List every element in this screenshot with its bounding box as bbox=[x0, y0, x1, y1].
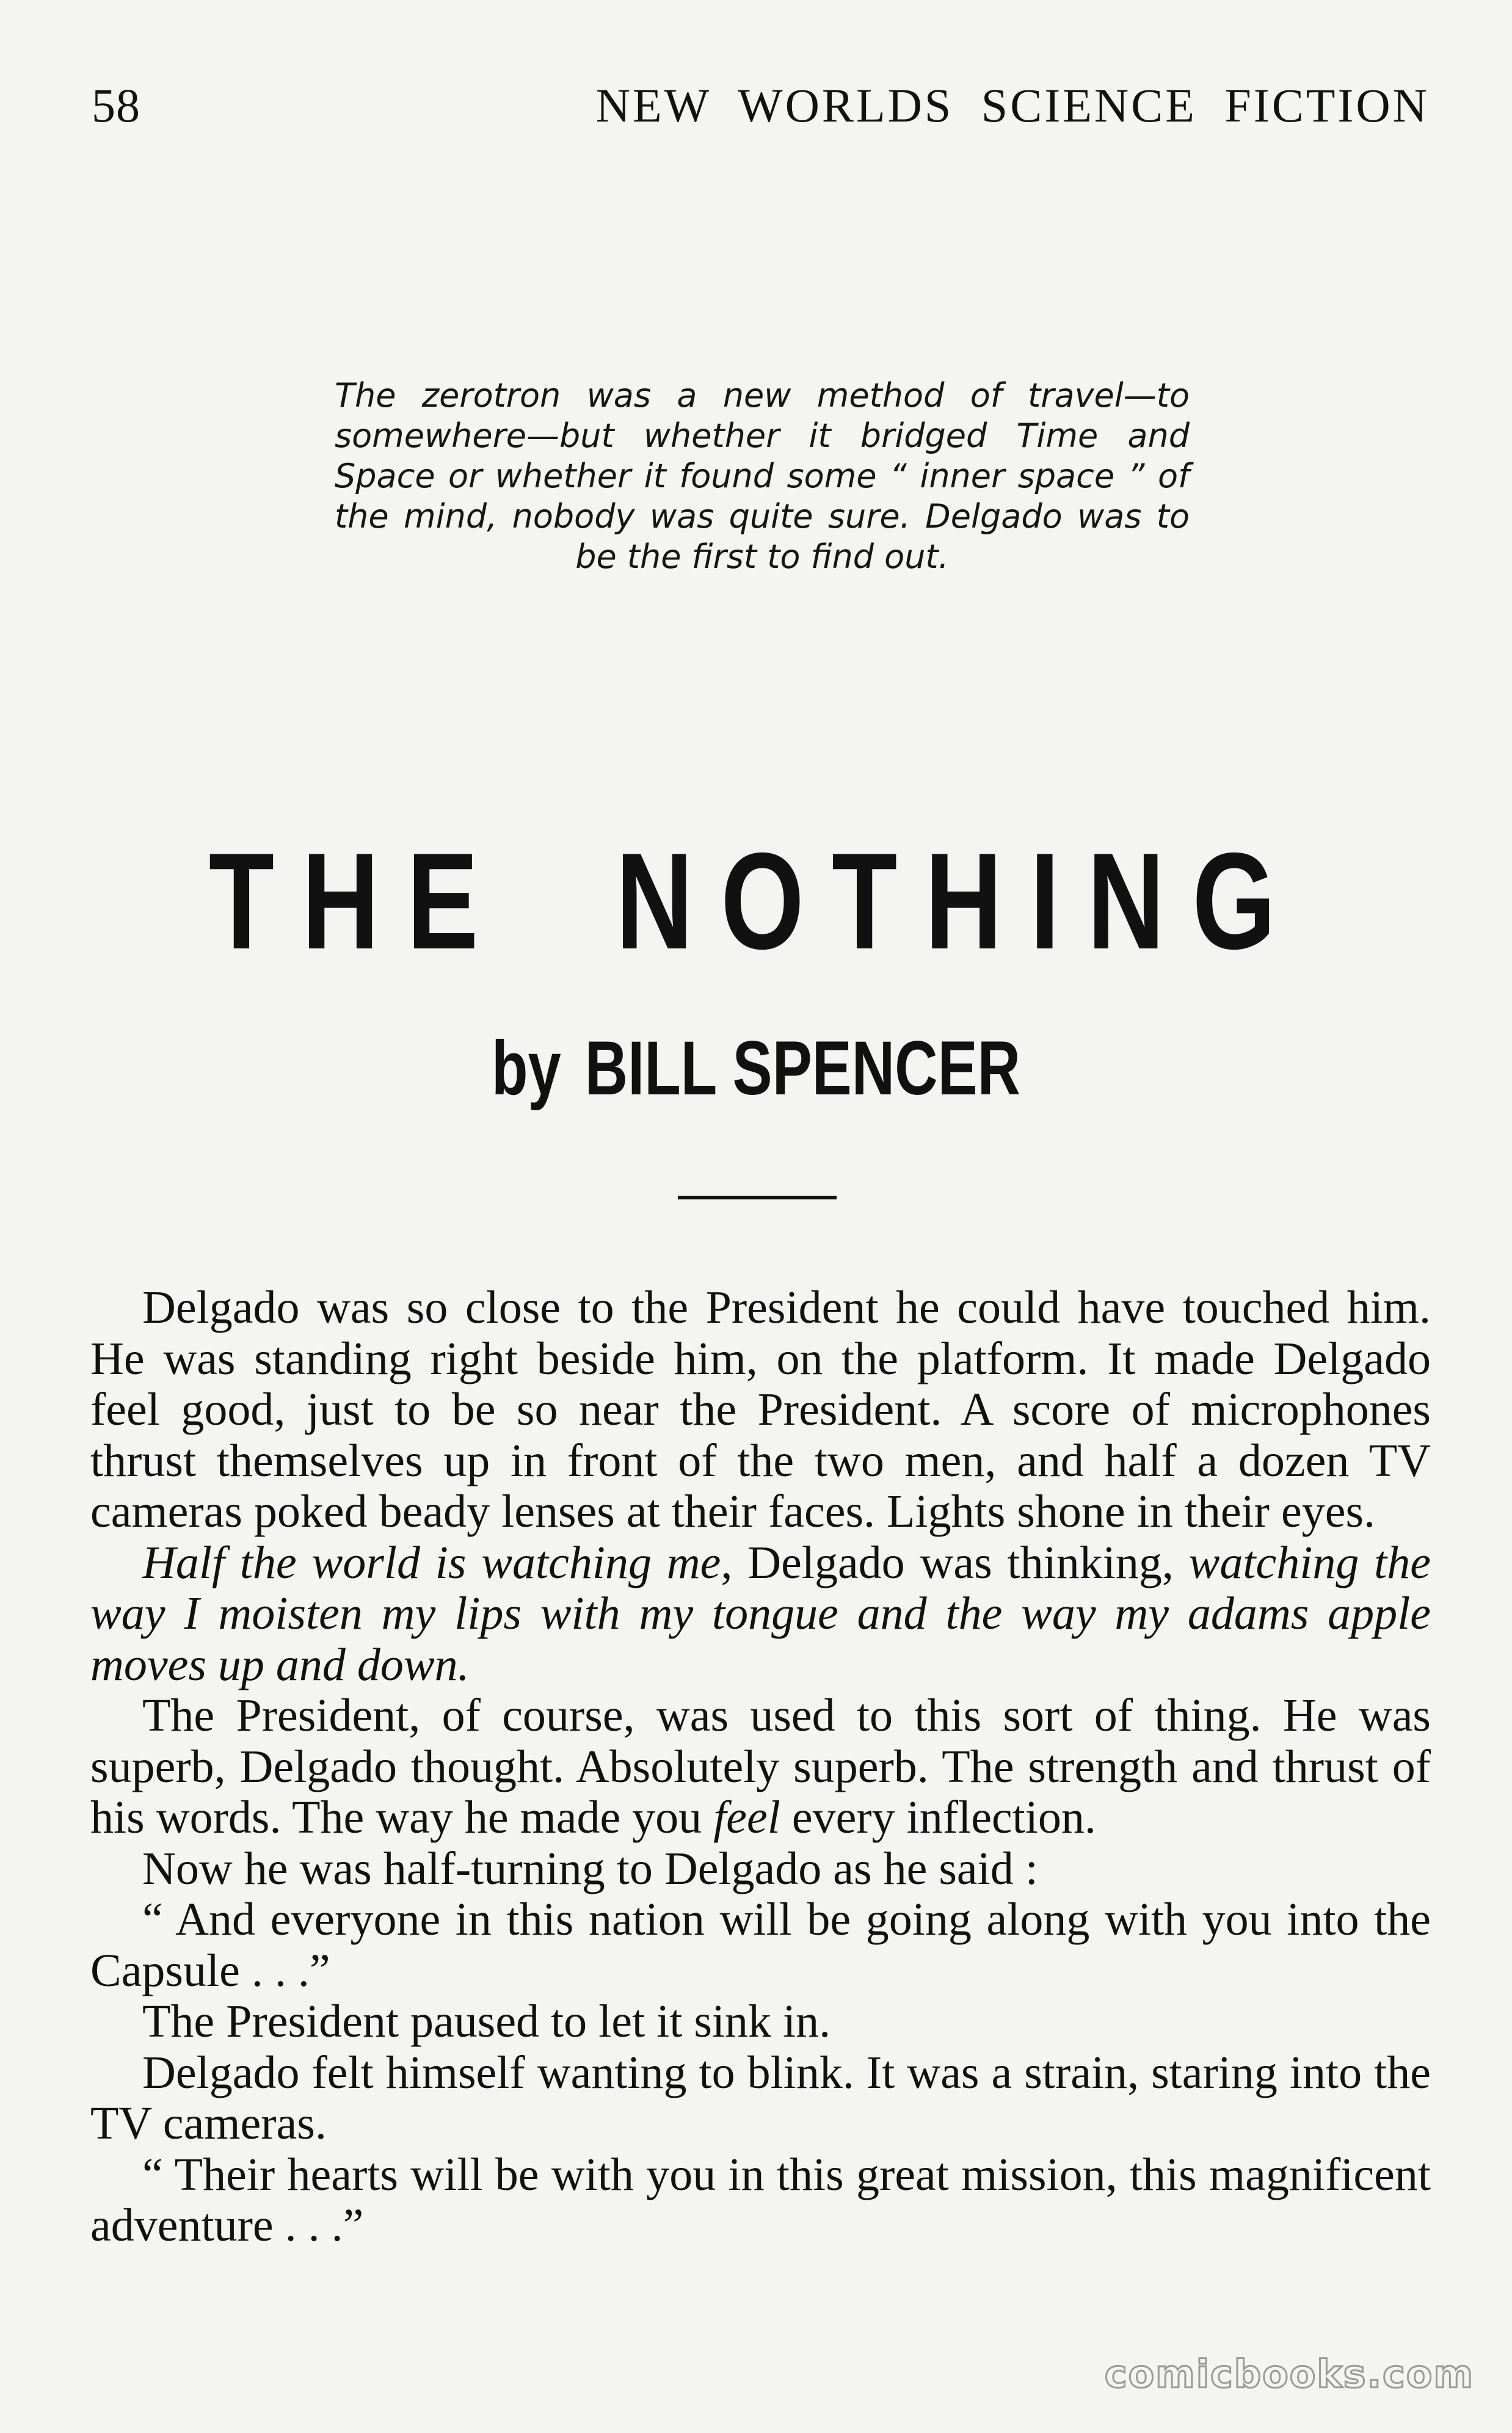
title-divider bbox=[678, 1196, 837, 1199]
story-blurb: The zerotron was a new method of travel—to somewhere—but whether it bridged Time and Space or whether it found some “ inner space ” of the mind, nobody was quite sure. Delgado was to be the first to find out. bbox=[335, 376, 1190, 576]
paragraph-5: “ And everyone in this nation will be going along with you into the Capsule . . .” bbox=[90, 1894, 1431, 1996]
paragraph-1: Delgado was so close to the President he could have touched him. He was standing right beside him, on the platform. It made Delgado feel good, just to be so near the President. A score of microphones thrust themselves up in front of the two men, and half a dozen TV cameras poked beady lenses at their faces. Lights shone in their eyes. bbox=[90, 1282, 1431, 1537]
story-title: THE NOTHING bbox=[208, 824, 1304, 978]
paragraph-3 bbox=[90, 1690, 1431, 1844]
paragraph-7: Delgado felt himself wanting to blink. It was a strain, staring into the TV cameras. bbox=[90, 2046, 1431, 2149]
paragraph-3-end: every inflection. bbox=[780, 1792, 1096, 1843]
paragraph-3-start: The President, of course, was used to this sort of thing. He was superb, Delgado thought. Absolutely superb. The strength and thrust of his words. The way he made you bbox=[90, 1690, 1431, 1843]
paragraph-4: Now he was half-turning to Delgado as he said : bbox=[142, 1842, 1038, 1894]
paragraph-2-italic-end: watching the way I moisten my lips with my tongue and the way my adams apple moves up and down. bbox=[90, 1537, 1431, 1690]
running-head: NEW WORLDS SCIENCE FICTION bbox=[595, 79, 1430, 132]
paragraph-2-roman: , Delgado was thinking, bbox=[721, 1537, 1189, 1588]
byline bbox=[166, 1026, 1345, 1111]
byline-by: by bbox=[491, 1026, 561, 1111]
paragraph-8: “ Their hearts will be with you in this great mission, this magnificent adventure . . .” bbox=[90, 2148, 1431, 2251]
page-number: 58 bbox=[92, 79, 140, 132]
author-name: BILL SPENCER bbox=[584, 1026, 1021, 1111]
paragraph-3-italic: feel bbox=[713, 1792, 780, 1843]
paragraph-2 bbox=[90, 1538, 1431, 1691]
paragraph-6: The President paused to let it sink in. bbox=[142, 1996, 831, 2047]
paragraph-2-italic-start: Half the world is watching me bbox=[142, 1537, 721, 1588]
story-body bbox=[90, 1282, 1431, 2252]
page-header bbox=[92, 78, 1430, 145]
watermark: comicbooks.com bbox=[1104, 2352, 1474, 2396]
